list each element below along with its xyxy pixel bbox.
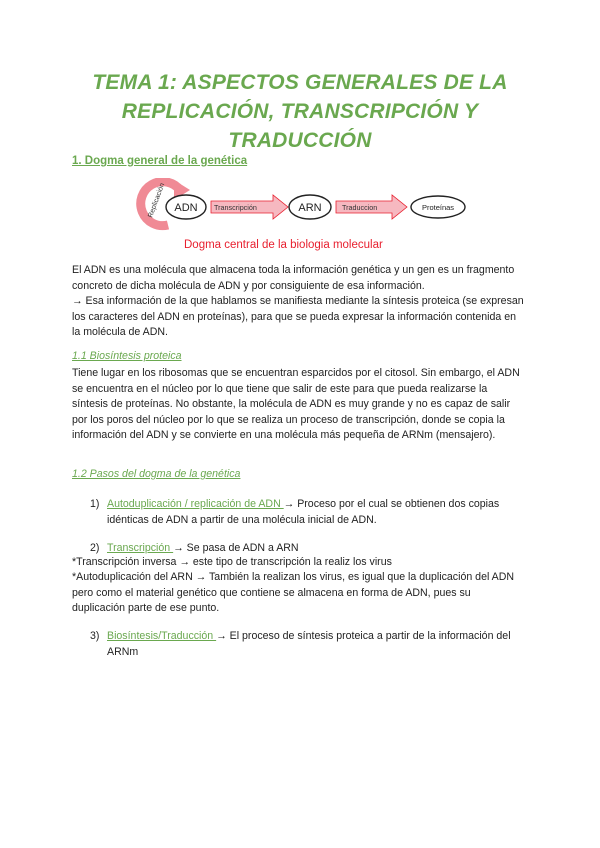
note-transcripcion-inversa: *Transcripción inversa → este tipo de transcripción la realiz los virus [72, 556, 392, 568]
note-autoduplicacion-arn: *Autoduplicación del ARN → También la realizan los virus, es igual que la duplicación del ADN pero como el material genético que contiene se almacena en forma de ADN, pues su duplicación parte de ese punto. [72, 571, 515, 614]
intro-paragraph: El ADN es una molécula que almacena toda la información genética y un gen es un fragmento concreto de dicha molécula de ADN y por consiguiente de esa información. [72, 264, 515, 292]
list-number: 3) [90, 630, 100, 642]
central-dogma-diagram [130, 178, 475, 256]
list-item-text: → Se pasa de ADN a ARN [173, 542, 299, 554]
list-item [90, 497, 522, 528]
page-title: TEMA 1: ASPECTOS GENERALES DE LA REPLICACIÓN, TRANSCRIPCIÓN Y TRADUCCIÓN [92, 71, 508, 152]
section-heading-pasos: 1.2 Pasos del dogma de la genética [72, 468, 241, 480]
transcription-label: Transcripción [214, 203, 257, 212]
list-item-link[interactable]: Transcripción [107, 542, 174, 554]
adn-node-label: ADN [174, 202, 198, 214]
list-item-link[interactable]: Autoduplicación / replicación de ADN [107, 498, 284, 510]
list-item [90, 629, 522, 660]
translation-label: Traduccion [342, 203, 378, 212]
section-heading-dogma: 1. Dogma general de la genética [72, 155, 248, 167]
list-number: 2) [90, 542, 100, 554]
section-heading-biosintesis: 1.1 Biosíntesis proteica [72, 350, 182, 362]
biosintesis-paragraph: Tiene lugar en los ribosomas que se encuentran esparcidos por el citosol. Sin embargo, el ADN se encuentra en el núcleo por lo que tiene que salir de este para que pueda realizarse la síntesis de proteínas. No obstante, la molécula de ADN es muy grande y no es capaz de salir por los poros del núcleo por lo que se realiza un proceso de transcripción, donde se copia la información del ADN y se convierte en una molécula más pequeña de ARNm (mensajero). [72, 367, 520, 441]
list-number: 1) [90, 498, 100, 510]
replication-label: Replicación [147, 182, 167, 219]
diagram-caption: Dogma central de la biologia molecular [184, 239, 383, 251]
list-item-text: → El proceso de síntesis proteica a partir de la información del ARNm [107, 630, 511, 658]
list-item-link[interactable]: Biosíntesis/Traducción [107, 630, 217, 642]
intro-arrow-paragraph: → Esa información de la que hablamos se manifiesta mediante la síntesis proteica (se expresan los caracteres del ADN en proteínas), para que se pueda expresar la información contenida en la molécula de ADN. [72, 295, 524, 338]
list-item-text: → Proceso por el cual se obtienen dos copias idénticas de ADN a partir de una molécula inicial de ADN. [107, 498, 500, 526]
arn-node-label: ARN [298, 202, 322, 214]
proteins-node-label: Proteínas [421, 203, 455, 212]
